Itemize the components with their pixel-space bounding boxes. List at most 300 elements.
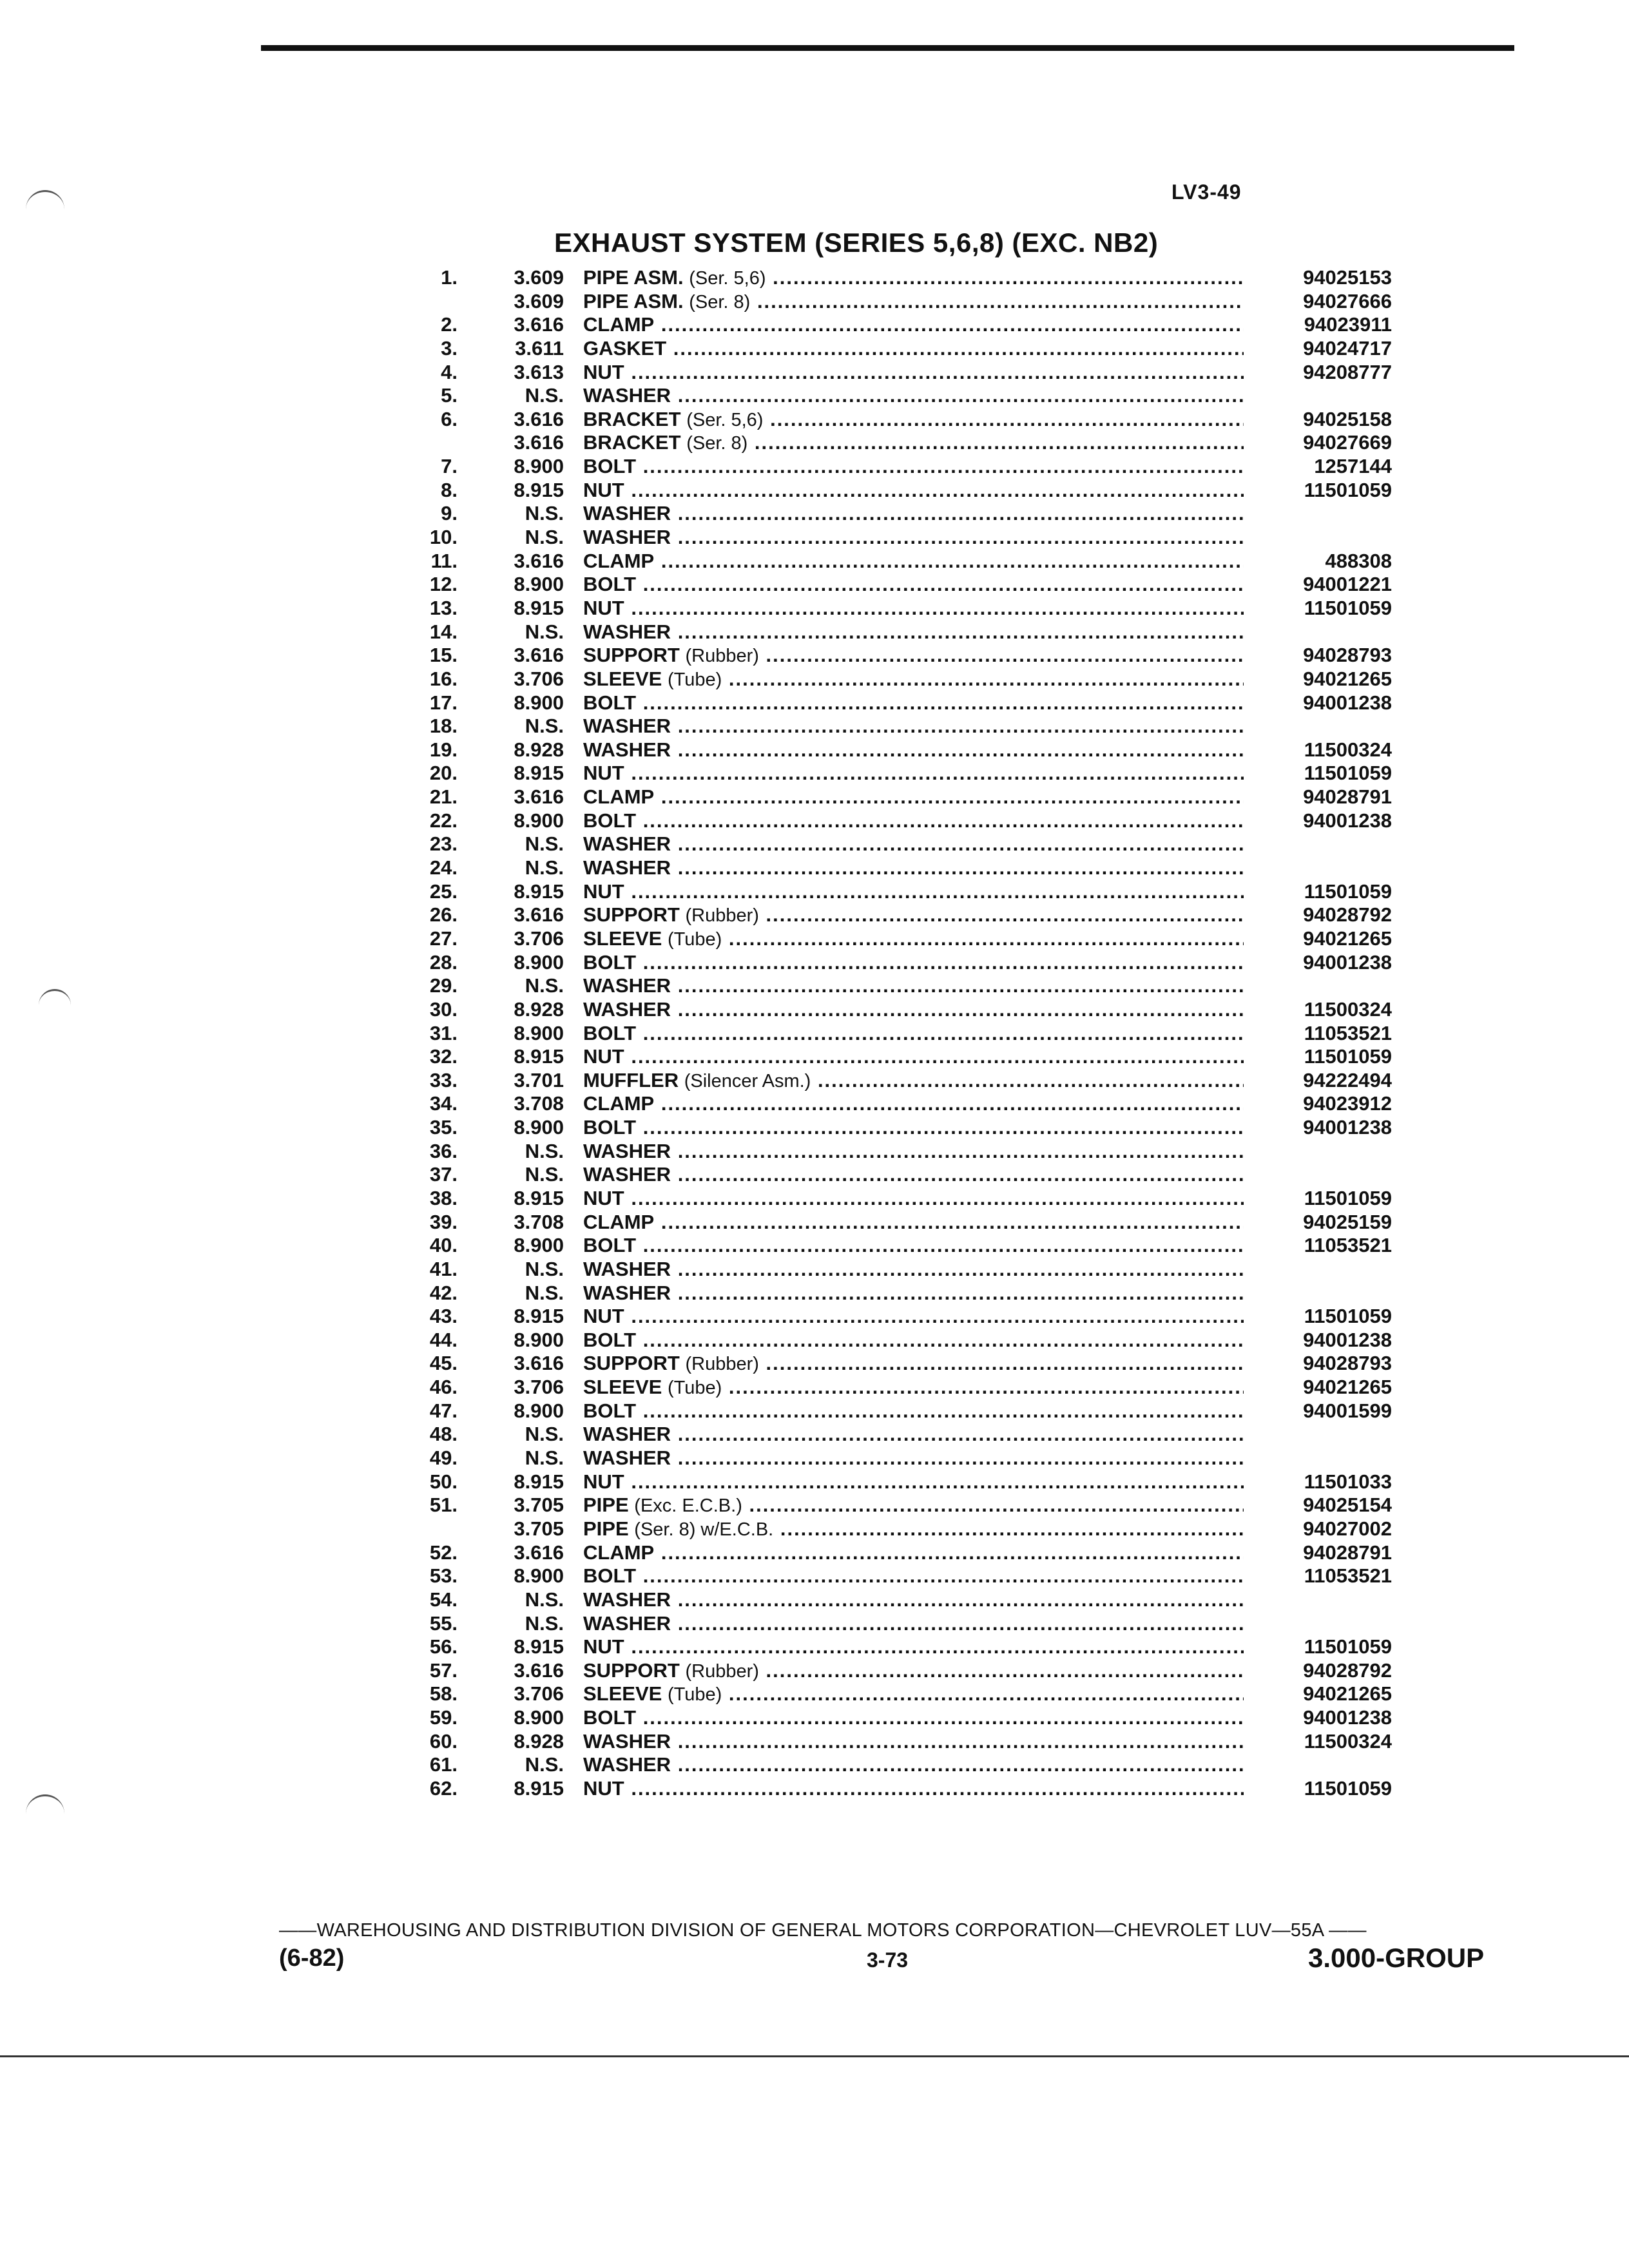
part-name: NUT <box>583 1777 624 1800</box>
item-number: 6. <box>441 407 458 430</box>
part-row <box>387 550 1392 573</box>
item-number: 31. <box>429 1021 458 1044</box>
part-number: 94001238 <box>1244 1706 1392 1729</box>
part-row <box>387 691 1392 715</box>
item-number: 55. <box>429 1611 458 1635</box>
group-number: N.S. <box>525 1588 564 1611</box>
part-description <box>583 927 1244 951</box>
part-name: PIPE <box>583 1494 629 1517</box>
part-note: (Tube) <box>667 928 722 950</box>
part-description <box>583 1730 1244 1753</box>
part-description <box>583 1541 1244 1564</box>
part-name: BOLT <box>583 1021 637 1044</box>
part-number: 94001599 <box>1244 1399 1392 1423</box>
part-number: 488308 <box>1244 550 1392 573</box>
part-row <box>387 1329 1392 1352</box>
item-number: 25. <box>429 879 458 903</box>
group-number: N.S. <box>525 1257 564 1280</box>
part-description <box>583 1376 1244 1399</box>
item-number: 42. <box>429 1281 458 1304</box>
item-number: 21. <box>429 785 458 809</box>
part-name: BOLT <box>583 1399 637 1422</box>
part-description <box>583 1045 1244 1068</box>
part-row <box>387 785 1392 809</box>
part-name: WASHER <box>583 1139 671 1162</box>
top-rule <box>261 45 1514 51</box>
part-number: 94028792 <box>1244 1659 1392 1682</box>
part-row <box>387 431 1392 455</box>
part-description <box>583 644 1244 668</box>
group-number: 3.616 <box>514 1541 564 1564</box>
item-number: 9. <box>441 502 458 525</box>
part-row <box>387 809 1392 833</box>
part-row <box>387 290 1392 314</box>
part-name: SLEEVE <box>583 927 662 950</box>
group-number: N.S. <box>525 1423 564 1446</box>
part-description <box>583 1564 1244 1588</box>
group-number: 3.609 <box>514 266 564 289</box>
item-number: 48. <box>429 1423 458 1446</box>
part-row <box>387 1069 1392 1093</box>
part-note: (Silencer Asm.) <box>684 1070 811 1091</box>
part-name: WASHER <box>583 384 671 407</box>
part-name: NUT <box>583 1186 624 1209</box>
item-number: 41. <box>429 1257 458 1280</box>
part-name: CLAMP <box>583 1210 655 1233</box>
group-number: N.S. <box>525 620 564 643</box>
group-number: 3.616 <box>514 549 564 572</box>
group-number: 8.915 <box>514 762 564 785</box>
part-row <box>387 1022 1392 1046</box>
group-number: 3.706 <box>514 927 564 950</box>
group-number: 3.705 <box>514 1494 564 1517</box>
part-description <box>583 691 1244 715</box>
part-row <box>387 1423 1392 1446</box>
item-number: 38. <box>429 1186 458 1209</box>
group-number: 3.613 <box>514 360 564 383</box>
item-number: 51. <box>429 1494 458 1517</box>
group-number: 3.616 <box>514 1352 564 1375</box>
item-number: 8. <box>441 478 458 501</box>
part-description <box>583 1777 1244 1800</box>
group-number: 8.900 <box>514 455 564 478</box>
item-number: 56. <box>429 1635 458 1658</box>
part-row <box>387 1777 1392 1801</box>
part-description <box>583 337 1244 360</box>
bottom-rule <box>0 2055 1629 2057</box>
part-row <box>387 502 1392 526</box>
part-description <box>583 1258 1244 1281</box>
part-row <box>387 1588 1392 1612</box>
part-number: 94027666 <box>1244 290 1392 313</box>
part-description <box>583 1116 1244 1139</box>
part-row <box>387 1541 1392 1565</box>
part-note: (Tube) <box>667 669 722 690</box>
item-number: 32. <box>429 1045 458 1068</box>
part-row <box>387 573 1392 597</box>
item-number: 61. <box>429 1753 458 1776</box>
part-row <box>387 1659 1392 1683</box>
part-number: 94028792 <box>1244 903 1392 927</box>
part-name: PIPE ASM. <box>583 289 684 312</box>
item-number: 7. <box>441 455 458 478</box>
group-number: 8.900 <box>514 691 564 714</box>
part-number: 94001221 <box>1244 573 1392 596</box>
item-number: 60. <box>429 1729 458 1753</box>
part-number: 94021265 <box>1244 927 1392 950</box>
part-row <box>387 1187 1392 1211</box>
part-description <box>583 1282 1244 1305</box>
part-name: BOLT <box>583 1116 637 1139</box>
group-number: 8.900 <box>514 1021 564 1044</box>
scan-mark <box>39 989 71 1010</box>
part-name: BOLT <box>583 1564 637 1588</box>
item-number: 33. <box>429 1068 458 1091</box>
part-number: 94025153 <box>1244 266 1392 289</box>
item-number: 22. <box>429 809 458 832</box>
group-number: 3.611 <box>515 336 564 360</box>
part-description <box>583 1305 1244 1328</box>
part-description <box>583 408 1244 432</box>
group-number: 8.915 <box>514 1635 564 1658</box>
group-number: N.S. <box>525 502 564 525</box>
part-name: WASHER <box>583 997 671 1021</box>
part-name: PIPE <box>583 1517 629 1540</box>
group-number: 3.616 <box>514 785 564 809</box>
item-number: 57. <box>429 1658 458 1682</box>
scan-mark <box>26 1794 64 1816</box>
part-row <box>387 927 1392 951</box>
part-number: 94028793 <box>1244 1352 1392 1375</box>
part-description <box>583 880 1244 903</box>
part-number: 94208777 <box>1244 361 1392 384</box>
part-name: WASHER <box>583 1281 671 1304</box>
part-number: 1257144 <box>1244 455 1392 478</box>
item-number: 15. <box>429 644 458 667</box>
part-name: MUFFLER <box>583 1068 679 1091</box>
item-number: 29. <box>429 974 458 997</box>
group-number: 8.915 <box>514 1470 564 1493</box>
group-number: 3.616 <box>514 407 564 430</box>
part-number: 11501059 <box>1244 1305 1392 1328</box>
group-number: 8.900 <box>514 1706 564 1729</box>
part-row <box>387 998 1392 1022</box>
part-description <box>583 738 1244 762</box>
part-number: 94021265 <box>1244 1682 1392 1706</box>
group-number: N.S. <box>525 1753 564 1776</box>
item-number: 53. <box>429 1564 458 1588</box>
part-row <box>387 1399 1392 1423</box>
part-name: WASHER <box>583 620 671 643</box>
part-note: (Exc. E.C.B.) <box>634 1495 742 1517</box>
item-number: 27. <box>429 927 458 950</box>
part-row <box>387 361 1392 385</box>
part-row <box>387 1446 1392 1470</box>
part-row <box>387 856 1392 880</box>
part-name: NUT <box>583 762 624 785</box>
item-number: 12. <box>429 573 458 596</box>
part-number: 11501059 <box>1244 880 1392 903</box>
part-name: BOLT <box>583 691 637 714</box>
part-description <box>583 1753 1244 1776</box>
part-number: 94023912 <box>1244 1092 1392 1115</box>
group-number: 3.708 <box>514 1210 564 1233</box>
part-description <box>583 1211 1244 1234</box>
group-number: 8.900 <box>514 1116 564 1139</box>
item-number: 3. <box>441 336 458 360</box>
item-number: 58. <box>429 1682 458 1706</box>
group-number: 3.616 <box>514 644 564 667</box>
part-name: BOLT <box>583 950 637 974</box>
group-number: N.S. <box>525 974 564 997</box>
part-row <box>387 880 1392 904</box>
group-number: 8.928 <box>514 997 564 1021</box>
part-row <box>387 644 1392 668</box>
group-number: 8.900 <box>514 1234 564 1257</box>
part-name: WASHER <box>583 1729 671 1753</box>
part-note: (Ser. 8) <box>689 291 751 312</box>
part-number: 11500324 <box>1244 738 1392 762</box>
part-number: 11501059 <box>1244 1187 1392 1210</box>
part-description <box>583 1682 1244 1706</box>
part-number: 11501033 <box>1244 1470 1392 1494</box>
part-row <box>387 1612 1392 1636</box>
part-note: (Rubber) <box>685 1660 759 1682</box>
part-name: WASHER <box>583 715 671 738</box>
part-row <box>387 762 1392 785</box>
part-description <box>583 361 1244 384</box>
part-number: 94027002 <box>1244 1517 1392 1541</box>
part-row <box>387 1116 1392 1140</box>
part-number: 94028791 <box>1244 785 1392 809</box>
part-name: NUT <box>583 360 624 383</box>
part-row <box>387 738 1392 762</box>
part-description <box>583 502 1244 525</box>
item-number: 18. <box>429 715 458 738</box>
part-name: GASKET <box>583 336 667 360</box>
part-name: SLEEVE <box>583 1376 662 1399</box>
item-number: 13. <box>429 596 458 619</box>
part-name: WASHER <box>583 526 671 549</box>
part-number: 11500324 <box>1244 1730 1392 1753</box>
group-number: 3.708 <box>514 1092 564 1115</box>
part-name: WASHER <box>583 974 671 997</box>
part-description <box>583 715 1244 738</box>
part-number: 94001238 <box>1244 691 1392 715</box>
part-description <box>583 455 1244 478</box>
part-row <box>387 597 1392 620</box>
sheet-code: LV3-49 <box>1171 180 1242 204</box>
part-name: WASHER <box>583 832 671 856</box>
group-number: 3.706 <box>514 667 564 690</box>
group-number: N.S. <box>525 832 564 856</box>
part-name: WASHER <box>583 856 671 879</box>
part-row <box>387 1211 1392 1235</box>
part-number: 94001238 <box>1244 1116 1392 1139</box>
date-code: (6-82) <box>279 1945 345 1972</box>
part-number: 94001238 <box>1244 951 1392 974</box>
part-row <box>387 1730 1392 1754</box>
part-row <box>387 1470 1392 1494</box>
part-row <box>387 1092 1392 1116</box>
part-name: WASHER <box>583 1163 671 1186</box>
group-number: N.S. <box>525 1611 564 1635</box>
group-number: 8.915 <box>514 1305 564 1328</box>
part-note: (Ser. 8) <box>686 433 748 454</box>
item-number: 30. <box>429 997 458 1021</box>
part-description <box>583 290 1244 314</box>
part-description <box>583 1022 1244 1045</box>
group-number: 8.915 <box>514 1186 564 1209</box>
part-name: SLEEVE <box>583 1682 662 1706</box>
part-name: NUT <box>583 1045 624 1068</box>
part-number: 94025158 <box>1244 408 1392 431</box>
part-row <box>387 455 1392 479</box>
part-row <box>387 1494 1392 1517</box>
part-number: 94222494 <box>1244 1069 1392 1092</box>
part-name: CLAMP <box>583 1541 655 1564</box>
part-number: 94025154 <box>1244 1494 1392 1517</box>
part-row <box>387 1635 1392 1659</box>
part-row <box>387 526 1392 550</box>
part-number: 94023911 <box>1244 313 1392 336</box>
part-description <box>583 1234 1244 1257</box>
part-description <box>583 832 1244 856</box>
part-name: WASHER <box>583 1753 671 1776</box>
group-number: 8.900 <box>514 1399 564 1422</box>
part-name: WASHER <box>583 1257 671 1280</box>
group-number: N.S. <box>525 856 564 879</box>
part-description <box>583 479 1244 502</box>
part-row <box>387 313 1392 337</box>
group-number: 3.701 <box>514 1068 564 1091</box>
part-name: WASHER <box>583 738 671 761</box>
part-description <box>583 1163 1244 1186</box>
group-number: 3.616 <box>514 1658 564 1682</box>
part-number: 11501059 <box>1244 597 1392 620</box>
part-name: NUT <box>583 1470 624 1493</box>
item-number: 20. <box>429 762 458 785</box>
part-name: BRACKET <box>583 407 681 430</box>
part-row <box>387 1163 1392 1187</box>
part-description <box>583 1470 1244 1494</box>
part-name: SUPPORT <box>583 903 680 927</box>
part-description <box>583 998 1244 1021</box>
item-number: 37. <box>429 1163 458 1186</box>
part-name: CLAMP <box>583 785 655 809</box>
part-number: 11500324 <box>1244 998 1392 1021</box>
item-number: 36. <box>429 1139 458 1162</box>
item-number: 47. <box>429 1399 458 1422</box>
part-note: (Rubber) <box>685 1354 759 1375</box>
part-name: WASHER <box>583 1446 671 1470</box>
part-description <box>583 1140 1244 1163</box>
part-number: 11501059 <box>1244 1635 1392 1658</box>
part-name: CLAMP <box>583 1092 655 1115</box>
part-name: SLEEVE <box>583 667 662 690</box>
part-description <box>583 1635 1244 1658</box>
part-description <box>583 1187 1244 1210</box>
group-number: N.S. <box>525 1446 564 1470</box>
part-description <box>583 313 1244 336</box>
part-name: WASHER <box>583 1611 671 1635</box>
part-description <box>583 668 1244 691</box>
part-description <box>583 526 1244 549</box>
part-description <box>583 951 1244 974</box>
part-name: WASHER <box>583 502 671 525</box>
part-description <box>583 1399 1244 1423</box>
item-number: 14. <box>429 620 458 643</box>
item-number: 49. <box>429 1446 458 1470</box>
group-number: N.S. <box>525 1281 564 1304</box>
part-description <box>583 597 1244 620</box>
item-number: 45. <box>429 1352 458 1375</box>
part-number: 94021265 <box>1244 668 1392 691</box>
group-number: 8.900 <box>514 1328 564 1351</box>
part-row <box>387 1376 1392 1399</box>
part-name: PIPE ASM. <box>583 266 684 289</box>
part-description <box>583 974 1244 997</box>
part-row <box>387 1305 1392 1329</box>
item-number: 17. <box>429 691 458 714</box>
part-row <box>387 266 1392 290</box>
part-description <box>583 903 1244 927</box>
part-description <box>583 762 1244 785</box>
part-row <box>387 1234 1392 1258</box>
part-name: BOLT <box>583 1706 637 1729</box>
item-number: 10. <box>429 526 458 549</box>
part-name: BOLT <box>583 455 637 478</box>
part-note: (Tube) <box>667 1684 722 1706</box>
part-description <box>583 1092 1244 1115</box>
part-number: 94028793 <box>1244 644 1392 667</box>
item-number: 28. <box>429 950 458 974</box>
part-row <box>387 1682 1392 1706</box>
part-number: 11053521 <box>1244 1234 1392 1257</box>
part-name: NUT <box>583 478 624 501</box>
scan-mark <box>26 190 64 211</box>
part-name: NUT <box>583 596 624 619</box>
group-number: 3.616 <box>514 431 564 454</box>
part-description <box>583 856 1244 879</box>
item-number: 34. <box>429 1092 458 1115</box>
part-description <box>583 573 1244 596</box>
item-number: 11. <box>430 549 458 572</box>
part-name: BOLT <box>583 809 637 832</box>
part-row <box>387 1564 1392 1588</box>
part-name: WASHER <box>583 1423 671 1446</box>
item-number: 59. <box>429 1706 458 1729</box>
item-number: 24. <box>429 856 458 879</box>
group-number: 3.609 <box>514 289 564 312</box>
group-number: 3.706 <box>514 1682 564 1706</box>
part-description <box>583 1517 1244 1541</box>
item-number: 23. <box>429 832 458 856</box>
item-number: 35. <box>429 1116 458 1139</box>
part-number: 94028791 <box>1244 1541 1392 1564</box>
part-name: WASHER <box>583 1588 671 1611</box>
group-number: 8.900 <box>514 573 564 596</box>
item-number: 40. <box>429 1234 458 1257</box>
part-description <box>583 384 1244 407</box>
part-row <box>387 1517 1392 1541</box>
part-name: NUT <box>583 1635 624 1658</box>
part-description <box>583 1612 1244 1635</box>
part-description <box>583 785 1244 809</box>
part-name: NUT <box>583 879 624 903</box>
part-description <box>583 1446 1244 1470</box>
group-number: 3.705 <box>514 1517 564 1540</box>
